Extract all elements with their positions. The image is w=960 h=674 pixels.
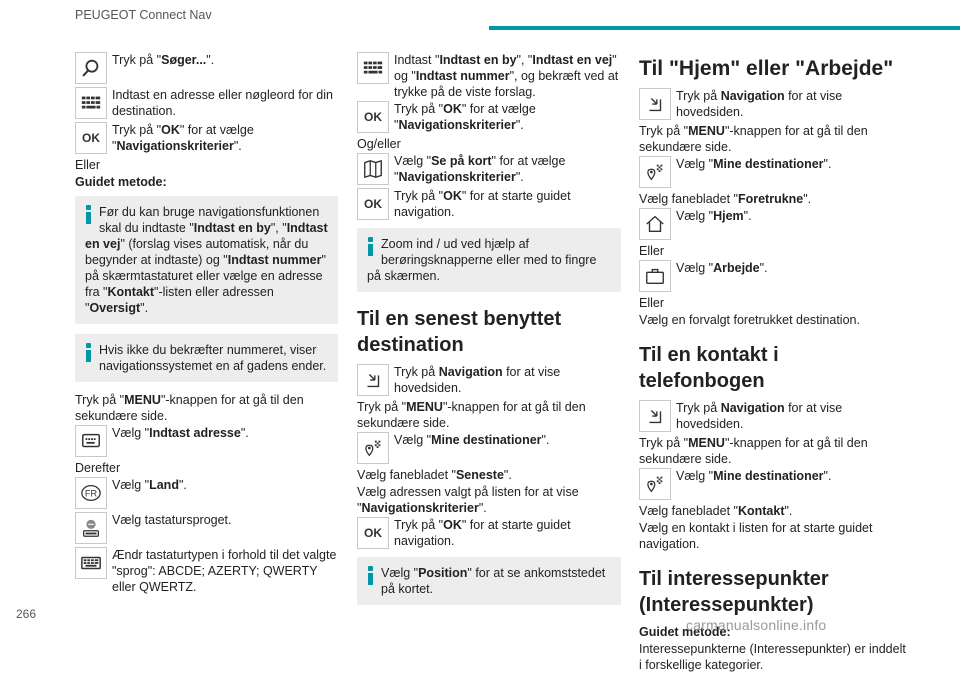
info-note [357,228,621,292]
text-derefter: Derefter [75,461,121,475]
step-text: Vælg "Mine destinationer". [676,157,832,171]
heading-home-work: Til "Hjem" eller "Arbejde" [639,57,894,80]
ok-button-icon: OK [75,122,107,154]
keyboard-icon [357,52,389,84]
column-3 [639,52,907,674]
keyboard-type-icon [75,547,107,579]
step-my-destinations [639,156,907,190]
address-card-icon [75,425,107,457]
step-text: Indtast "Indtast en by", "Indtast en vej" og "Indtast nummer", og bekræft ved at trykke på de viste forslag. [394,53,619,99]
info-note [75,334,338,382]
column-2 [357,52,621,615]
step-navigation [639,400,907,434]
ok-button-icon: OK [357,101,389,133]
svg-text:FR: FR [84,488,98,499]
heading-recent-destination: Til en senest benyttet destination [357,308,562,356]
text-menu: Tryk på "MENU"-knappen for at gå til den sekundære side. [639,436,868,466]
step-work [639,260,907,294]
briefcase-icon [639,260,671,292]
text-tab-recent: Vælg fanebladet "Seneste". [357,468,512,482]
info-icon [367,237,373,256]
destination-pin-icon [639,468,671,500]
search-icon [75,52,107,84]
step-text: Vælg "Indtast adresse". [112,426,249,440]
step-text: Tryk på Navigation for at vise hovedsiden. [676,89,843,119]
text-eller: Eller [639,244,665,258]
step-navigation [639,88,907,122]
text-og-eller: Og/eller [357,137,401,151]
destination-pin-icon [639,156,671,188]
text-tab-favorites: Vælg fanebladet "Foretrukne". [639,192,812,206]
navigation-arrow-icon [639,88,671,120]
step-text: Vælg "Land". [112,478,187,492]
home-icon [639,208,671,240]
step-keyboard-type [75,547,338,595]
step-view-map [357,153,621,187]
step-ok [75,122,338,156]
column-1 [75,52,338,596]
info-note [75,196,338,324]
note-text: Zoom ind / ud ved hjælp af berøringsknapperne eller med to fingre på skærmen. [367,237,597,283]
text-menu: Tryk på "MENU"-knappen for at gå til den sekundære side. [357,400,586,430]
step-text: Tryk på "OK" for at starte guidet navigation. [394,189,571,219]
step-text: Tryk på "Søger...". [112,53,215,67]
step-enter-address-menu [75,425,338,459]
step-text: Vælg "Hjem". [676,209,752,223]
navigation-arrow-icon [639,400,671,432]
note-text: Vælg "Position" for at se ankomststedet på kortet. [381,566,606,596]
running-header: PEUGEOT Connect Nav [75,8,212,22]
step-text: Tryk på Navigation for at vise hovedsiden. [394,365,561,395]
destination-pin-icon [357,432,389,464]
step-text: Indtast en adresse eller nøgleord for din destination. [112,88,333,118]
heading-points-of-interest: Til interessepunkter (Interessepunkter) [639,568,829,616]
ok-button-icon: OK [357,517,389,549]
note-text: Før du kan bruge navigationsfunktionen skal du indtaste "Indtast en by", "Indtast en vej" (forslag vises automatisk, når du begynder at indtaste) og "Indtast nummer" på skærmtastaturet eller vælge en adresse fra "Kontakt"-listen eller adressen "Oversigt". [85,205,328,315]
map-icon [357,153,389,185]
text-guided-method: Guidet metode: [639,625,731,639]
step-text: Vælg "Arbejde". [676,261,768,275]
header-accent-bar [489,26,960,30]
footer-watermark: carmanualsonline.info [686,617,827,633]
keyboard-language-icon [75,512,107,544]
step-text: Tryk på "OK" for at starte guidet navigation. [394,518,571,548]
step-text: Vælg "Se på kort" for at vælge "Navigationskriterier". [394,154,566,184]
step-enter-city-street [357,52,621,100]
info-icon [367,566,373,585]
step-text: Vælg tastatursproget. [112,513,232,527]
text-menu: Tryk på "MENU"-knappen for at gå til den sekundære side. [75,393,304,423]
text-tab-contact: Vælg fanebladet "Kontakt". [639,504,793,518]
step-ok [357,101,621,135]
text-guided-method: Guidet metode: [75,175,167,189]
page-number: 266 [16,607,37,621]
text-select-contact: Vælg en kontakt i listen for at starte guidet navigation. [639,521,873,551]
step-navigation [357,364,621,398]
country-fr-icon [75,477,107,509]
step-text: Vælg "Mine destinationer". [394,433,550,447]
step-enter-address [75,87,338,121]
text-eller: Eller [639,296,665,310]
step-home [639,208,907,242]
text-menu: Tryk på "MENU"-knappen for at gå til den sekundære side. [639,124,868,154]
text-preset-favorite: Vælg en forvalgt foretrukket destination. [639,313,860,327]
step-keyboard-language [75,512,338,546]
text-select-address: Vælg adressen valgt på listen for at vise "Navigationskriterier". [357,485,579,515]
step-text: Vælg "Mine destinationer". [676,469,832,483]
step-text: Tryk på "OK" for at vælge "Navigationskriterier". [112,123,254,153]
step-text: Tryk på Navigation for at vise hovedsiden. [676,401,843,431]
text-poi-categories: Interessepunkterne (Interessepunkter) er inddelt i forskellige kategorier. [639,642,906,672]
step-my-destinations [639,468,907,502]
step-ok-start [357,517,621,551]
navigation-arrow-icon [357,364,389,396]
info-icon [85,205,91,224]
info-icon [85,343,91,362]
text-eller: Eller [75,158,101,172]
step-search [75,52,338,86]
step-text: Tryk på "OK" for at vælge "Navigationskriterier". [394,102,536,132]
info-note [357,557,621,605]
ok-button-icon: OK [357,188,389,220]
step-country [75,477,338,511]
heading-phonebook-contact: Til en kontakt i telefonbogen [639,344,779,392]
step-my-destinations [357,432,621,466]
note-text: Hvis ikke du bekræfter nummeret, viser navigationssystemet en af gadens ender. [99,343,327,373]
step-text: Ændr tastaturtypen i forhold til det valgte "sprog": ABCDE; AZERTY; QWERTY eller QWERTZ. [112,548,337,594]
step-ok-start [357,188,621,222]
keyboard-icon [75,87,107,119]
